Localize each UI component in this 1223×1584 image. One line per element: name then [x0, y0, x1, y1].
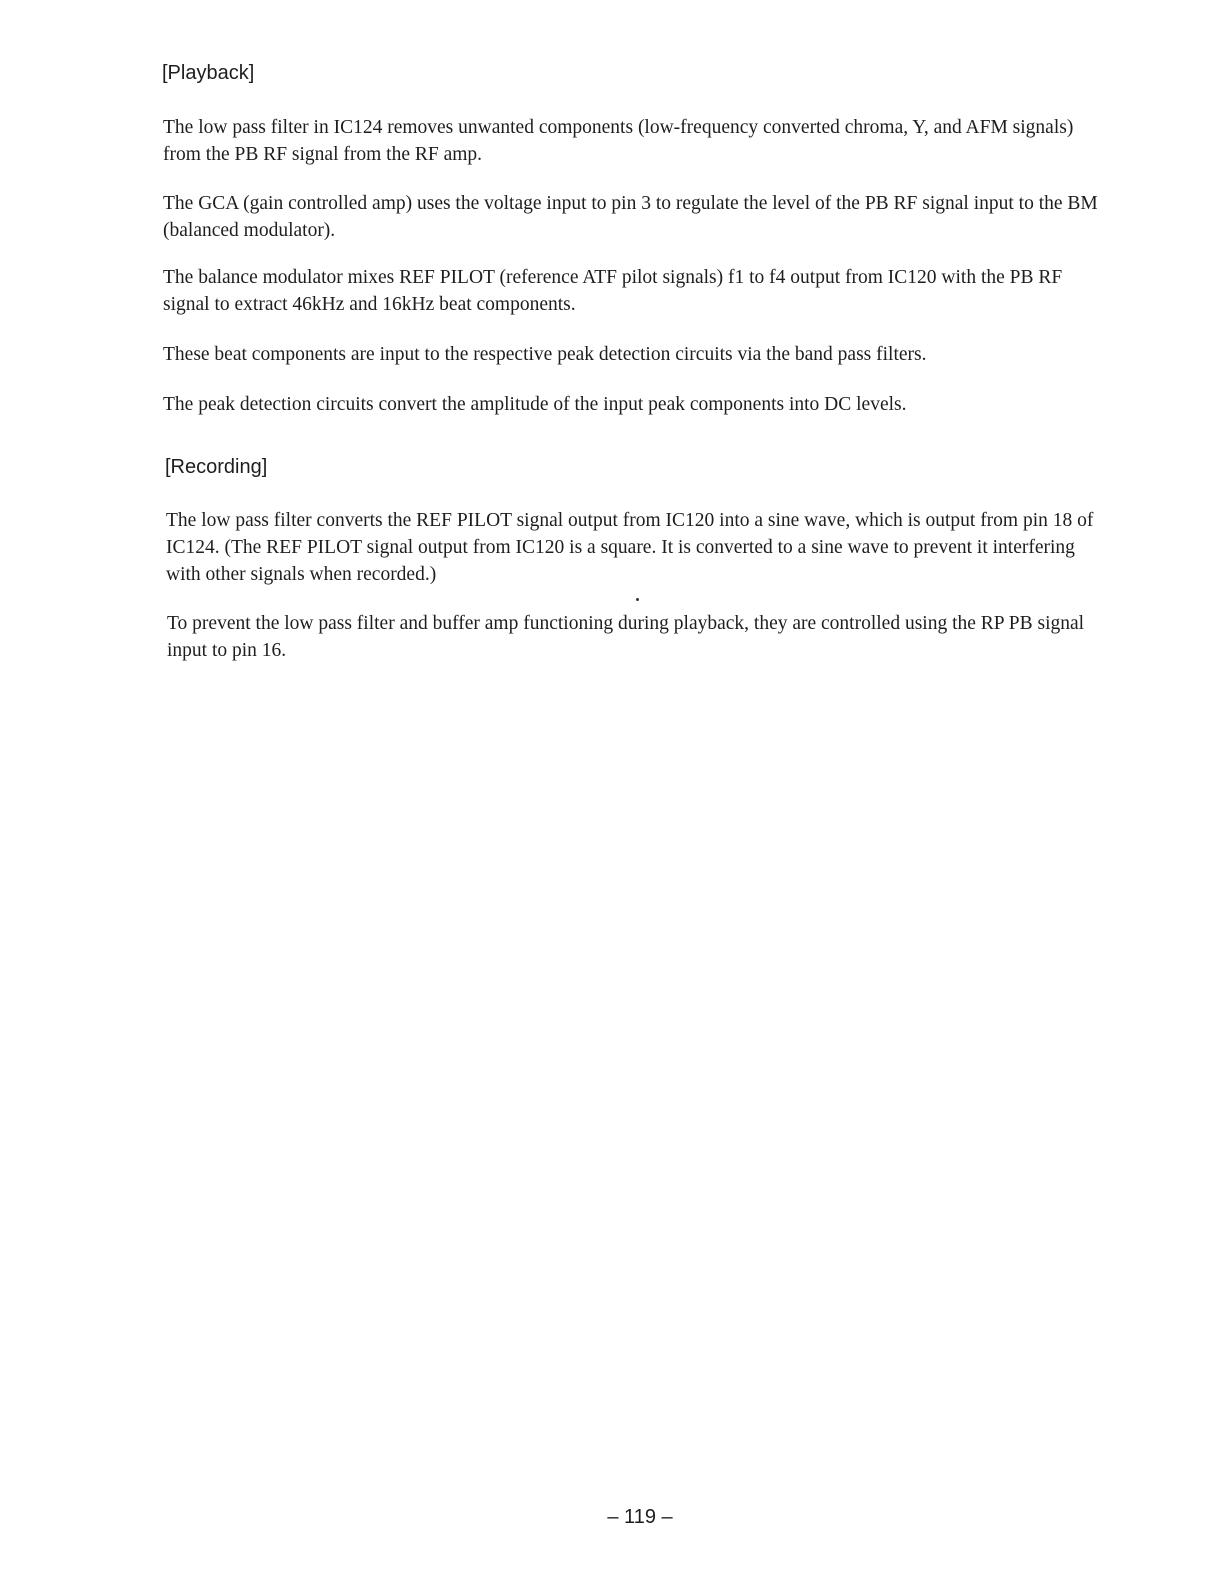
scan-speck: [636, 598, 639, 601]
playback-paragraph-beat-components: These beat components are input to the respective peak detection circuits via the band pass filters.: [163, 344, 927, 365]
recording-paragraph-rp-pb: To prevent the low pass filter and buffer amp functioning during playback, they are controlled using the RP PB signal input to pin 16.: [167, 613, 1085, 661]
playback-paragraph-lowpass: The low pass filter in IC124 removes unwanted components (low-frequency converted chroma, Y, and AFM signals) from the PB RF signal from the RF amp.: [163, 117, 1074, 165]
section-heading-recording: [Recording]: [165, 456, 268, 478]
section-heading-playback: [Playback]: [162, 62, 255, 84]
playback-paragraph-balance-modulator: The balance modulator mixes REF PILOT (reference ATF pilot signals) f1 to f4 output from IC120 with the PB RF signal to extract 46kHz and 16kHz beat components.: [163, 267, 1063, 315]
playback-paragraph-gca: The GCA (gain controlled amp) uses the voltage input to pin 3 to regulate the level of the PB RF signal input to the BM (balanced modulator).: [163, 193, 1098, 241]
recording-paragraph-lowpass: The low pass filter converts the REF PILOT signal output from IC120 into a sine wave, which is output from pin 18 of IC124. (The REF PILOT signal output from IC120 is a square. It is converted to a sine wave to prevent it interfering with other signals when recorded.): [166, 510, 1094, 585]
page-number: – 119 –: [607, 1506, 673, 1528]
playback-paragraph-peak-detection: The peak detection circuits convert the amplitude of the input peak components into DC levels.: [163, 394, 907, 415]
